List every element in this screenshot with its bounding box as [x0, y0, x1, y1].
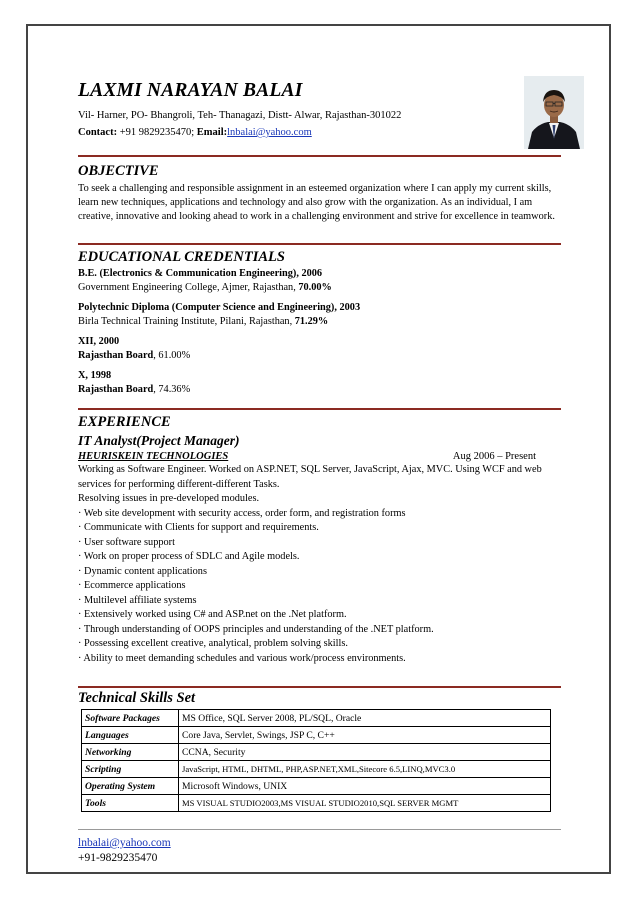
company-row — [78, 451, 536, 462]
score: 70.00% — [298, 282, 332, 293]
bullet-item: · Dynamic content applications — [78, 565, 207, 577]
bullet-item: · Ability to meet demanding schedules and various work/process environments. — [78, 652, 406, 664]
job-period: Aug 2006 – Present — [452, 451, 536, 462]
bullet-item: · Work on proper process of SDLC and Agile models. — [78, 551, 300, 562]
bullet-item: · Communicate with Clients for support and requirements. — [78, 522, 319, 533]
table-row — [82, 727, 551, 744]
skills-table — [81, 709, 551, 812]
skill-key: Networking — [82, 744, 179, 761]
bullet-item: · Ecommerce applications — [78, 580, 186, 591]
skill-value: MS VISUAL STUDIO2003,MS VISUAL STUDIO2010,SQL SERVER MGMT — [179, 795, 551, 812]
score: 71.29% — [294, 316, 329, 327]
bullet-item: · Web site development with security access, order form, and registration forms — [78, 507, 406, 519]
job-bullets — [78, 492, 563, 666]
table-row — [82, 710, 551, 727]
degree: X, 1998 — [78, 370, 112, 381]
candidate-name: LAXMI NARAYAN BALAI — [78, 80, 303, 101]
score: , 61.00% — [153, 350, 191, 361]
school: Birla Technical Training Institute, Pilani, Rajasthan, — [78, 316, 295, 327]
education-section — [78, 249, 563, 397]
skill-value: JavaScript, HTML, DHTML, PHP,ASP.NET,XML,Sitecore 6.5,LINQ,MVC3.0 — [179, 761, 551, 778]
degree: XII, 2000 — [78, 336, 120, 347]
footer — [78, 836, 171, 866]
divider — [78, 829, 561, 830]
objective-section — [78, 163, 563, 224]
board: Rajasthan Board — [78, 350, 154, 361]
address: Vil- Harner, PO- Bhangroli, Teh- Thanagazi, Distt- Alwar, Rajasthan-301022 — [78, 110, 402, 121]
table-row — [82, 795, 551, 812]
footer-phone: +91-9829235470 — [78, 852, 158, 864]
experience-title: EXPERIENCE — [78, 414, 171, 430]
bullet-item: · Multilevel affiliate systems — [78, 594, 197, 606]
bullet-item: · Extensively worked using C# and ASP.net on the .Net platform. — [78, 609, 347, 620]
education-item — [78, 267, 563, 295]
degree: B.E. (Electronics & Communication Engineering), 2006 — [78, 268, 323, 279]
board: Rajasthan Board — [78, 384, 154, 395]
skill-value: Microsoft Windows, UNIX — [179, 778, 551, 795]
school: Government Engineering College, Ajmer, Rajasthan, — [78, 282, 299, 293]
bullet-item: Resolving issues in pre-developed modules. — [78, 493, 260, 504]
skill-value: CCNA, Security — [179, 744, 551, 761]
skill-key: Languages — [82, 727, 179, 744]
skills-title: Technical Skills Set — [78, 690, 196, 706]
bullet-item: · Through understanding of OOPS principles and understanding of the .NET platform. — [78, 623, 434, 635]
objective-title: OBJECTIVE — [78, 163, 159, 179]
skill-value: Core Java, Servlet, Swings, JSP C, C++ — [179, 727, 551, 744]
table-row — [82, 744, 551, 761]
table-row — [82, 778, 551, 795]
degree: Polytechnic Diploma (Computer Science and Engineering), 2003 — [78, 302, 361, 313]
skill-value: MS Office, SQL Server 2008, PL/SQL, Oracle — [179, 710, 551, 727]
divider — [78, 243, 561, 245]
education-title: EDUCATIONAL CREDENTIALS — [78, 249, 285, 265]
skill-key: Operating System — [82, 778, 179, 795]
resume-header — [78, 80, 558, 139]
divider — [78, 686, 561, 688]
contact-line — [78, 126, 558, 139]
divider — [78, 408, 561, 410]
contact-label: Contact: — [78, 127, 118, 138]
skill-key: Scripting — [82, 761, 179, 778]
company-name: HEURISKEIN TECHNOLOGIES — [78, 451, 229, 462]
email-link[interactable]: lnbalai@yahoo.com — [227, 127, 312, 138]
objective-text: To seek a challenging and responsible assignment in an esteemed organization where I can apply my current skills, learn new techniques, applications and technology and also grow with the organization. As an individual, I am creative, innovative and looking ahead to work in a challenging environment and strive for excellence in teamwork. — [78, 183, 555, 222]
skills-section — [78, 690, 563, 812]
skill-key: Tools — [82, 795, 179, 812]
education-item — [78, 335, 563, 363]
email-label: Email: — [196, 127, 228, 138]
profile-photo — [524, 76, 584, 149]
divider — [78, 155, 561, 157]
skill-key: Software Packages — [82, 710, 179, 727]
job-role: IT Analyst(Project Manager) — [78, 433, 240, 448]
job-summary: Working as Software Engineer. Worked on ASP.NET, SQL Server, JavaScript, Ajax, MVC. Using WCF and web services for performing different-different Tasks. — [78, 464, 542, 490]
education-item — [78, 301, 563, 329]
contact-phone: +91 9829235470; — [117, 127, 197, 138]
bullet-item: · Possessing excellent creative, analytical, problem solving skills. — [78, 638, 348, 649]
table-row — [82, 761, 551, 778]
experience-section — [78, 414, 563, 666]
score: , 74.36% — [153, 384, 191, 395]
footer-email[interactable]: lnbalai@yahoo.com — [78, 837, 171, 849]
bullet-item: · User software support — [78, 536, 175, 548]
education-item — [78, 369, 563, 397]
